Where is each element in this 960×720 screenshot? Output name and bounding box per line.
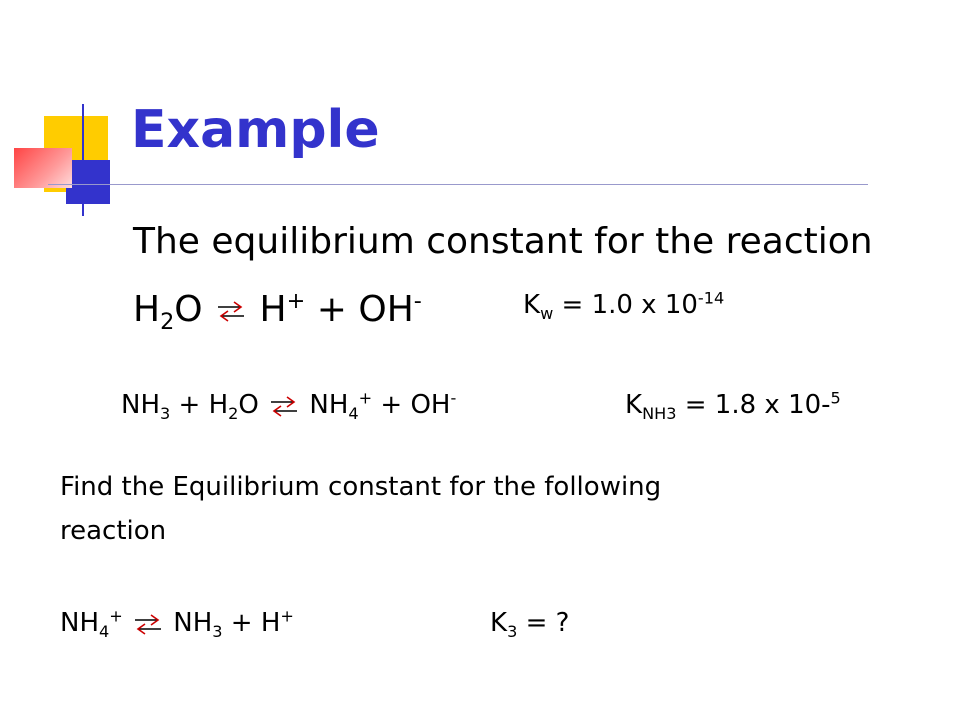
k3-k: K — [490, 608, 508, 638]
water-oh-sup: - — [413, 288, 422, 314]
ammonia-nh4-sub: 4 — [348, 404, 359, 424]
water-h-sub: 2 — [160, 309, 175, 336]
knh3-expression — [625, 388, 841, 424]
equilibrium-arrows-icon — [267, 393, 301, 419]
ammonia-equation — [121, 388, 457, 424]
target-nh4: NH — [60, 608, 99, 638]
target-nh4-sub: 4 — [99, 622, 110, 642]
ammonia-nh4: NH — [309, 390, 349, 420]
target-h-sup: + — [280, 606, 294, 626]
ammonia-o: O — [238, 390, 259, 420]
ammonia-h-sub: 2 — [228, 404, 239, 424]
ammonia-nh-sub: 3 — [160, 404, 171, 424]
question-line-2: reaction — [60, 516, 167, 546]
decor-horizontal-rule — [48, 184, 868, 185]
ammonia-plus-h: + H — [178, 390, 229, 420]
ammonia-plus-oh: + OH — [380, 390, 451, 420]
intro-line: The equilibrium constant for the reaction — [133, 221, 873, 262]
ammonia-nh: NH — [121, 390, 160, 420]
knh3-sub: NH3 — [642, 404, 677, 424]
kw-sub: w — [540, 304, 554, 324]
question-line-1: Find the Equilibrium constant for the following — [60, 472, 662, 502]
water-hplus: H — [259, 289, 287, 330]
equilibrium-arrows-icon — [214, 298, 248, 324]
equilibrium-arrows-icon — [131, 611, 165, 637]
target-nh4-sup: + — [109, 606, 123, 626]
ammonia-oh-sup: - — [450, 388, 457, 408]
kw-k: K — [523, 290, 541, 320]
kw-value: = 1.0 x 10 — [561, 290, 698, 320]
water-plus-oh: + OH — [316, 289, 414, 330]
target-plus-h: + H — [230, 608, 281, 638]
kw-exp: -14 — [697, 288, 725, 308]
water-h: H — [133, 289, 161, 330]
target-nh3-sub: 3 — [212, 622, 223, 642]
knh3-k: K — [625, 390, 643, 420]
knh3-value: = 1.8 x 10- — [684, 390, 831, 420]
water-hplus-sup: + — [286, 288, 306, 314]
slide-title: Example — [131, 100, 380, 160]
water-o: O — [174, 289, 203, 330]
decor-vertical-line — [82, 104, 84, 216]
ammonia-nh4-sup: + — [358, 388, 373, 408]
decor-blue-square — [66, 160, 110, 204]
k3-expression — [490, 608, 570, 642]
target-equation — [60, 606, 294, 642]
knh3-exp: 5 — [830, 388, 841, 408]
k3-value: = ? — [525, 608, 570, 638]
target-nh3: NH — [173, 608, 213, 638]
decor-red-square — [14, 148, 72, 188]
kw-expression — [523, 288, 725, 324]
water-equation — [133, 288, 422, 336]
k3-sub: 3 — [507, 622, 518, 642]
